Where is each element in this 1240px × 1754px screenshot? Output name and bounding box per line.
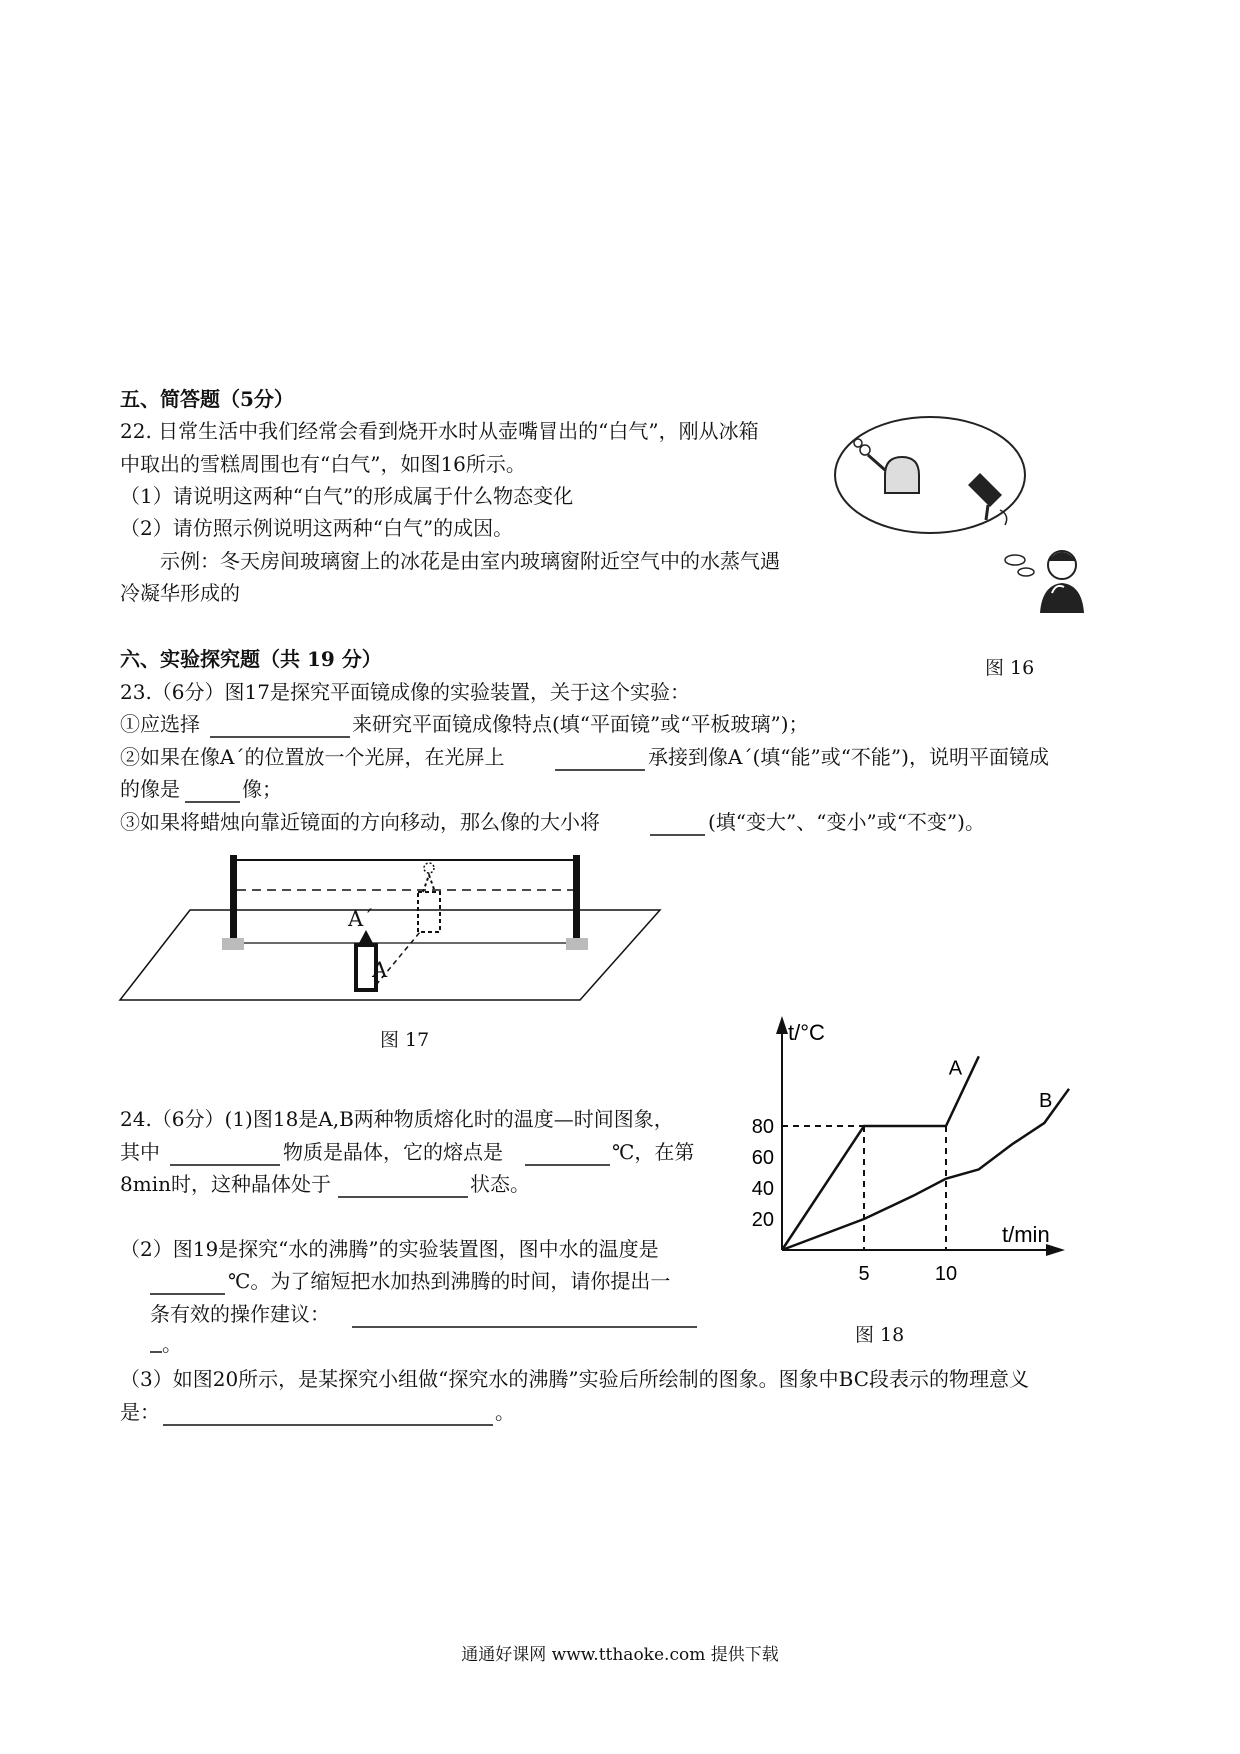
q24-part1-e: 8min时，这种晶体处于 (120, 1172, 331, 1196)
q24-part3-b: 是： (120, 1400, 160, 1424)
figure16-caption: 图 16 (985, 657, 1035, 679)
q23-blank-2[interactable] (555, 768, 645, 772)
figure17-caption: 图 17 (380, 1029, 430, 1051)
figure16-illustration (830, 415, 1090, 615)
q22-subquestion-1: （1）请说明这两种“白气”的形成属于什么物态变化 (120, 484, 574, 508)
x-tick-label-5: 5 (858, 1263, 870, 1285)
chart-y-arrow (776, 1016, 788, 1034)
example-line1: 示例：冬天房间玻璃窗上的冰花是由室内玻璃窗附近空气中的水蒸气遇 (160, 549, 780, 573)
q23-blank-1[interactable] (210, 735, 350, 739)
series-label-A: A (948, 1057, 963, 1080)
y-tick-label-80: 80 (751, 1116, 774, 1138)
q24-part1-a: 24.（6分）(1)图18是A,B两种物质熔化时的温度—时间图象， (120, 1107, 674, 1131)
q23-item1-b: 来研究平面镜成像特点(填“平面镜”或“平板玻璃”)； (352, 712, 809, 736)
y-tick-label-60: 60 (751, 1147, 774, 1169)
q23-item3-a: ③如果将蜡烛向靠近镜面的方向移动，那么像的大小将 (120, 810, 600, 834)
q24-part1-f: 状态。 (470, 1172, 530, 1196)
y-tick-label-40: 40 (751, 1178, 774, 1200)
q24-part1-c: 物质是晶体，它的熔点是 (283, 1140, 503, 1164)
q23-item2-c: 的像是 (120, 777, 180, 801)
q22-subquestion-2: （2）请仿照示例说明这两种“白气”的成因。 (120, 516, 514, 540)
q24-part2-d: 。 (162, 1332, 182, 1356)
q24-blank-2[interactable] (525, 1163, 610, 1167)
q24-blank-1[interactable] (170, 1163, 280, 1167)
q24-blank-5[interactable] (352, 1325, 697, 1329)
q23-item2-a: ②如果在像A´的位置放一个光屏，在光屏上 (120, 745, 505, 769)
page-footer: 通通好课网 www.tthaoke.com 提供下载 (461, 1645, 779, 1665)
figure17-diagram (120, 850, 665, 1010)
q22-text-line1: 22. 日常生活中我们经常会看到烧开水时从壶嘴冒出的“白气”，刚从冰箱 (120, 419, 759, 443)
series-line-A (782, 1056, 979, 1250)
q23-item1-a: ①应选择 (120, 712, 200, 736)
chart-xlabel: t/min (1002, 1222, 1050, 1247)
q23-intro: 23.（6分）图17是探究平面镜成像的实验装置，关于这个实验： (120, 680, 690, 704)
section6-heading: 六、实验探究题（共 19 分） (120, 647, 382, 671)
q24-blank-5-cont[interactable] (150, 1350, 162, 1354)
q23-item2-b: 承接到像A´(填“能”或“不能”)，说明平面镜成 (648, 745, 1049, 769)
q23-item2-d: 像； (242, 777, 282, 801)
chart-ylabel: t/°C (788, 1020, 825, 1045)
q24-part3-a: （3）如图20所示，是某探究小组做“探究水的沸腾”实验后所绘制的图象。图象中BC段表示的物理意义 (120, 1367, 1029, 1391)
figure17-label-a-prime: A´ (348, 907, 374, 931)
q23-blank-3[interactable] (185, 800, 240, 804)
example-line2: 冷凝华形成的 (120, 581, 240, 605)
q23-blank-4[interactable] (650, 833, 705, 837)
q24-part1-b: 其中 (120, 1140, 160, 1164)
q24-part3-c: 。 (495, 1400, 515, 1424)
q24-blank-3[interactable] (338, 1195, 468, 1199)
x-tick-label-10: 10 (934, 1263, 958, 1285)
series-label-B: B (1039, 1089, 1053, 1112)
q23-item3-b: (填“变大”、“变小”或“不变”)。 (708, 810, 985, 834)
figure18-chart (720, 1010, 1080, 1285)
q24-part2-a: （2）图19是探究“水的沸腾”的实验装置图，图中水的温度是 (120, 1237, 659, 1261)
q24-part1-d: ℃，在第 (612, 1140, 695, 1164)
section5-heading: 五、简答题（5分） (120, 387, 294, 411)
q22-text-line2: 中取出的雪糕周围也有“白气”，如图16所示。 (120, 452, 526, 476)
q24-blank-4[interactable] (150, 1292, 225, 1296)
figure17-label-a: A (372, 958, 388, 982)
q24-blank-6[interactable] (163, 1423, 493, 1427)
q24-part2-b: ℃。为了缩短把水加热到沸腾的时间，请你提出一 (228, 1269, 671, 1293)
y-tick-label-20: 20 (751, 1209, 774, 1231)
q24-part2-c: 条有效的操作建议： (150, 1302, 330, 1326)
figure18-caption: 图 18 (855, 1324, 905, 1346)
